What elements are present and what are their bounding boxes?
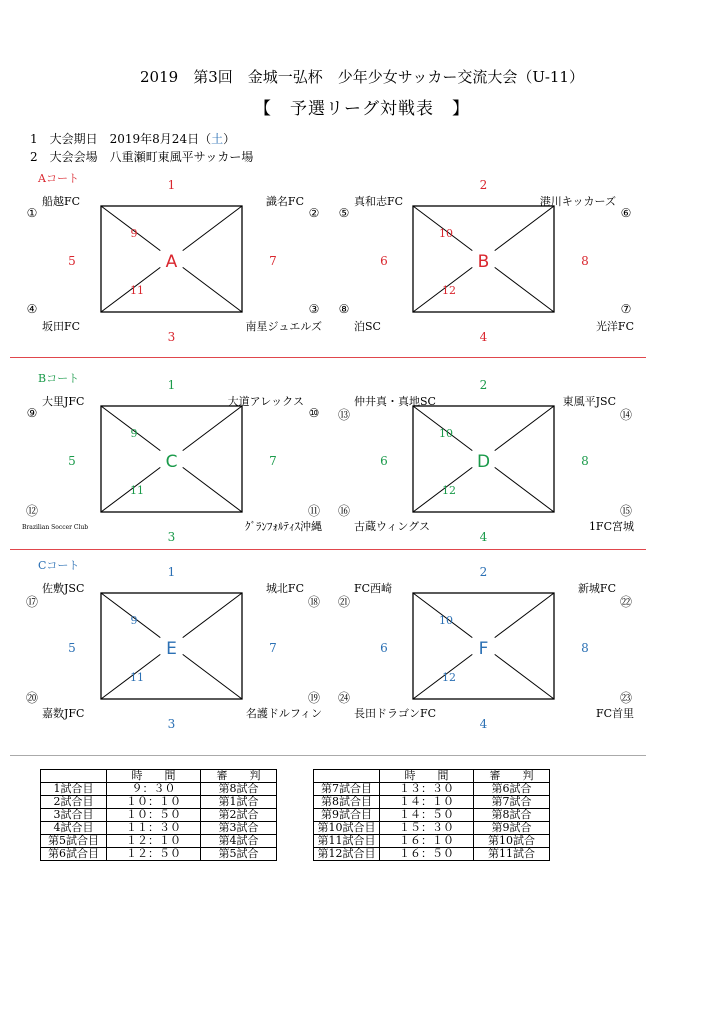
time-cell: １０：１０ bbox=[107, 796, 201, 809]
team-name-bl: 泊SC bbox=[354, 320, 381, 333]
table-row bbox=[41, 783, 277, 796]
team-number-tl: ㉑ bbox=[337, 595, 350, 609]
table-header-row bbox=[41, 770, 277, 783]
table-row bbox=[314, 822, 550, 835]
table-row bbox=[314, 848, 550, 861]
team-name-tr: 識名FC bbox=[265, 195, 304, 208]
match-number-diag-top: 10 bbox=[439, 427, 453, 440]
info-venue: 2 大会会場 八重瀬町東風平サッカー場 bbox=[30, 150, 254, 164]
team-number-tl: ⑤ bbox=[338, 206, 350, 220]
schedule-table-left bbox=[40, 769, 277, 861]
referee-cell: 第8試合 bbox=[474, 809, 550, 822]
group-letter: D bbox=[476, 452, 491, 472]
team-name-tl: 真和志FC bbox=[354, 195, 404, 208]
match-number-right: 8 bbox=[581, 641, 589, 655]
referee-cell: 第8試合 bbox=[201, 783, 277, 796]
team-number-tl: ⑨ bbox=[26, 406, 38, 420]
team-name-tl: 大里JFC bbox=[42, 395, 85, 408]
time-cell: ９：３０ bbox=[107, 783, 201, 796]
match-number-diag-bottom: 11 bbox=[130, 671, 144, 684]
table-row bbox=[41, 822, 277, 835]
referee-cell: 第4試合 bbox=[201, 835, 277, 848]
info-date-prefix: 1 大会期日 2019年8月24日（ bbox=[30, 132, 212, 146]
diag-bottom-right bbox=[495, 467, 554, 512]
team-name-bl: 坂田FC bbox=[42, 320, 81, 333]
time-cell: １２：５０ bbox=[107, 848, 201, 861]
team-name-tl: FC西崎 bbox=[354, 582, 393, 595]
match-order-cell: 第6試合目 bbox=[41, 848, 107, 861]
team-number-tr: ② bbox=[308, 206, 320, 220]
match-order-cell: 第10試合目 bbox=[314, 822, 380, 835]
team-name-br: ｸﾞﾗﾝﾌｫﾙﾃｨｽ沖縄 bbox=[245, 520, 322, 533]
court-separator bbox=[10, 357, 646, 358]
page-title: 2019 第3回 金城一弘杯 少年少女サッカー交流大会（U-11） bbox=[140, 68, 584, 86]
match-number-diag-bottom: 12 bbox=[442, 284, 456, 297]
match-number-bottom: 4 bbox=[479, 717, 488, 731]
referee-cell: 第10試合 bbox=[474, 835, 550, 848]
page-subtitle: 【 予選リーグ対戦表 】 bbox=[254, 99, 470, 119]
team-name-tr: 東風平JSC bbox=[562, 395, 616, 408]
time-cell: １４：５０ bbox=[380, 809, 474, 822]
team-name-br: 1FC宮城 bbox=[588, 520, 634, 533]
group-letter: B bbox=[477, 252, 490, 272]
team-number-tr: ⑥ bbox=[620, 206, 632, 220]
match-number-top: 1 bbox=[167, 178, 176, 192]
match-number-bottom: 4 bbox=[479, 530, 488, 544]
match-number-diag-bottom: 11 bbox=[130, 284, 144, 297]
team-number-tr: ⑱ bbox=[307, 595, 320, 609]
match-number-bottom: 3 bbox=[167, 717, 176, 731]
match-order-cell: 第9試合目 bbox=[314, 809, 380, 822]
team-number-bl: ⑯ bbox=[337, 504, 350, 518]
diag-top-right bbox=[495, 206, 554, 251]
team-number-br: ⑮ bbox=[619, 504, 632, 518]
table-header-cell: 時 間 bbox=[107, 770, 201, 783]
time-cell: １３：３０ bbox=[380, 783, 474, 796]
time-cell: １４：１０ bbox=[380, 796, 474, 809]
team-number-tl: ⑬ bbox=[337, 408, 350, 422]
info-date-suffix: ） bbox=[223, 132, 236, 146]
match-order-cell: 第12試合目 bbox=[314, 848, 380, 861]
referee-cell: 第2試合 bbox=[201, 809, 277, 822]
match-number-top: 2 bbox=[479, 378, 488, 392]
table-header-cell bbox=[314, 770, 380, 783]
schedule-table-right bbox=[313, 769, 550, 861]
table-row bbox=[314, 835, 550, 848]
match-number-diag-top: 10 bbox=[439, 614, 453, 627]
match-number-right: 8 bbox=[581, 254, 589, 268]
match-number-top: 1 bbox=[167, 565, 176, 579]
referee-cell: 第7試合 bbox=[474, 796, 550, 809]
group-b bbox=[0, 170, 724, 370]
team-name-bl: 嘉数JFC bbox=[42, 707, 85, 720]
match-number-left: 5 bbox=[68, 254, 76, 268]
team-number-tr: ⑩ bbox=[308, 406, 320, 420]
match-number-bottom: 3 bbox=[167, 330, 176, 344]
team-number-tr: ㉒ bbox=[619, 595, 632, 609]
info-date-day: 土 bbox=[211, 132, 224, 146]
table-header-cell bbox=[41, 770, 107, 783]
referee-cell: 第1試合 bbox=[201, 796, 277, 809]
match-order-cell: 1試合目 bbox=[41, 783, 107, 796]
match-order-cell: 第7試合目 bbox=[314, 783, 380, 796]
match-number-bottom: 4 bbox=[479, 330, 488, 344]
group-f bbox=[0, 557, 724, 757]
team-number-tr: ⑭ bbox=[619, 408, 632, 422]
match-number-right: 8 bbox=[581, 454, 589, 468]
team-name-tr: 港川キッカーズ bbox=[539, 195, 616, 208]
team-name-tl: 船越FC bbox=[42, 195, 81, 208]
team-name-bl: 長田ドラゴンFC bbox=[354, 707, 437, 720]
team-name-tl: 仲井真・真地SC bbox=[354, 395, 436, 408]
team-number-br: ⑪ bbox=[307, 504, 320, 518]
match-number-diag-top: 9 bbox=[130, 227, 138, 240]
match-order-cell: 4試合目 bbox=[41, 822, 107, 835]
match-order-cell: 第8試合目 bbox=[314, 796, 380, 809]
match-number-top: 1 bbox=[167, 378, 176, 392]
group-letter: F bbox=[478, 639, 489, 659]
table-header-row bbox=[314, 770, 550, 783]
match-number-top: 2 bbox=[479, 178, 488, 192]
match-number-diag-bottom: 11 bbox=[130, 484, 144, 497]
match-order-cell: 第11試合目 bbox=[314, 835, 380, 848]
team-number-br: ㉓ bbox=[619, 691, 632, 705]
team-number-br: ③ bbox=[308, 302, 320, 316]
group-letter: C bbox=[165, 452, 178, 472]
match-number-left: 6 bbox=[380, 454, 388, 468]
match-order-cell: 3試合目 bbox=[41, 809, 107, 822]
table-header-cell: 時 間 bbox=[380, 770, 474, 783]
team-number-bl: ⑳ bbox=[25, 691, 38, 705]
team-name-bl: Brazilian Soccer Club bbox=[22, 524, 89, 531]
match-number-diag-top: 9 bbox=[130, 614, 138, 627]
match-number-right: 7 bbox=[269, 641, 277, 655]
table-header-cell: 審 判 bbox=[474, 770, 550, 783]
match-number-left: 5 bbox=[68, 641, 76, 655]
table-row bbox=[314, 809, 550, 822]
court-label: Aコート bbox=[38, 172, 79, 185]
info-date bbox=[30, 130, 235, 147]
team-number-bl: ㉔ bbox=[337, 691, 350, 705]
table-row bbox=[41, 848, 277, 861]
referee-cell: 第5試合 bbox=[201, 848, 277, 861]
team-name-tl: 佐敷JSC bbox=[42, 582, 85, 595]
table-row bbox=[314, 796, 550, 809]
referee-cell: 第11試合 bbox=[474, 848, 550, 861]
team-number-br: ⑦ bbox=[620, 302, 632, 316]
court-label: Bコート bbox=[38, 372, 80, 385]
team-number-tl: ⑰ bbox=[25, 595, 38, 609]
team-number-bl: ④ bbox=[26, 302, 38, 316]
team-name-tr: 大道アレックス bbox=[227, 395, 304, 408]
team-name-tr: 新城FC bbox=[577, 582, 616, 595]
match-number-left: 6 bbox=[380, 254, 388, 268]
referee-cell: 第9試合 bbox=[474, 822, 550, 835]
referee-cell: 第6試合 bbox=[474, 783, 550, 796]
team-name-br: FC首里 bbox=[595, 707, 634, 720]
group-d bbox=[0, 370, 724, 570]
match-number-diag-top: 10 bbox=[439, 227, 453, 240]
team-number-bl: ⑧ bbox=[338, 302, 350, 316]
time-cell: １０：５０ bbox=[107, 809, 201, 822]
group-letter: E bbox=[166, 639, 177, 659]
court-separator bbox=[10, 549, 646, 550]
team-name-br: 南星ジュエルズ bbox=[245, 320, 322, 333]
diag-bottom-right bbox=[495, 654, 554, 699]
match-number-diag-top: 9 bbox=[130, 427, 138, 440]
time-cell: １２：１０ bbox=[107, 835, 201, 848]
match-number-diag-bottom: 12 bbox=[442, 484, 456, 497]
group-letter: A bbox=[165, 252, 178, 272]
match-number-right: 7 bbox=[269, 454, 277, 468]
time-cell: １１：３０ bbox=[107, 822, 201, 835]
time-cell: １６：５０ bbox=[380, 848, 474, 861]
match-number-bottom: 3 bbox=[167, 530, 176, 544]
match-number-right: 7 bbox=[269, 254, 277, 268]
court-label: Cコート bbox=[38, 559, 80, 572]
team-number-br: ⑲ bbox=[307, 691, 320, 705]
match-order-cell: 2試合目 bbox=[41, 796, 107, 809]
match-number-diag-bottom: 12 bbox=[442, 671, 456, 684]
table-row bbox=[41, 809, 277, 822]
time-cell: １６：１０ bbox=[380, 835, 474, 848]
table-row bbox=[41, 796, 277, 809]
table-row bbox=[314, 783, 550, 796]
team-name-bl: 古蔵ウィングス bbox=[354, 520, 431, 533]
match-number-left: 5 bbox=[68, 454, 76, 468]
team-name-br: 光洋FC bbox=[595, 320, 634, 333]
team-number-bl: ⑫ bbox=[25, 504, 38, 518]
team-name-br: 名護ドルフィン bbox=[245, 707, 322, 720]
diag-top-right bbox=[495, 593, 554, 638]
diag-top-right bbox=[495, 406, 554, 451]
team-number-tl: ① bbox=[26, 206, 38, 220]
table-row bbox=[41, 835, 277, 848]
diag-bottom-right bbox=[495, 267, 554, 312]
referee-cell: 第3試合 bbox=[201, 822, 277, 835]
time-cell: １５：３０ bbox=[380, 822, 474, 835]
match-number-left: 6 bbox=[380, 641, 388, 655]
team-name-tr: 城北FC bbox=[265, 582, 304, 595]
match-number-top: 2 bbox=[479, 565, 488, 579]
table-header-cell: 審 判 bbox=[201, 770, 277, 783]
section-separator bbox=[10, 755, 646, 756]
match-order-cell: 第5試合目 bbox=[41, 835, 107, 848]
